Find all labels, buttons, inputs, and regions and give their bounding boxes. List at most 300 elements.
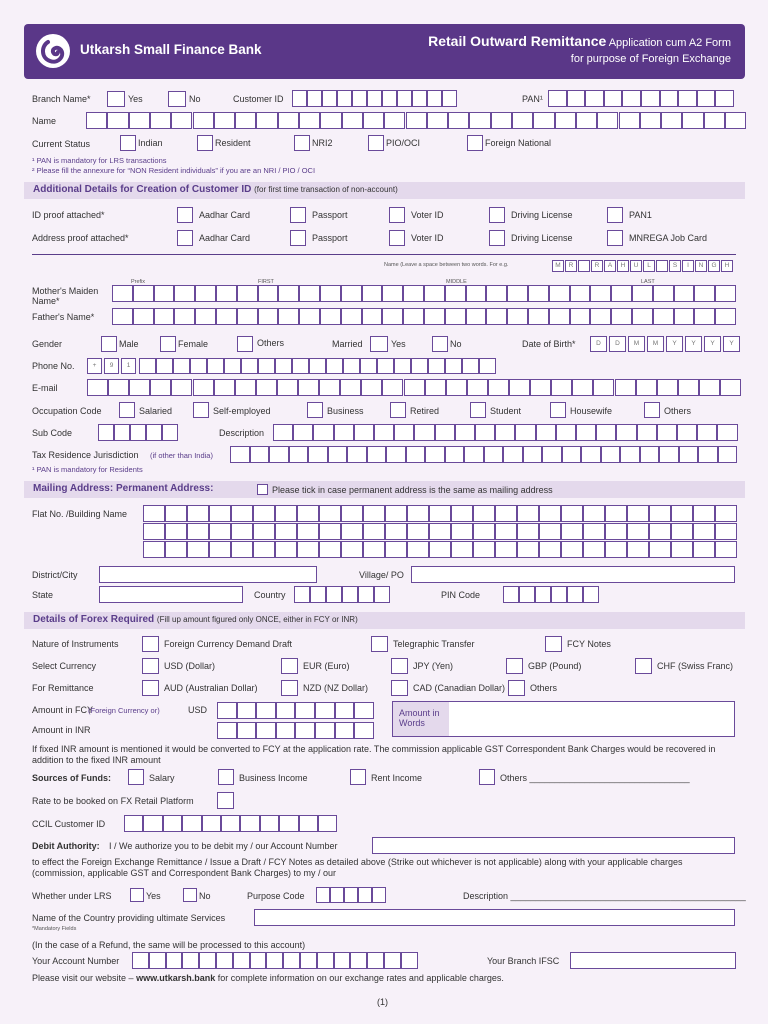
mothers-name-cell[interactable] [154, 285, 175, 302]
phone-cell[interactable] [360, 358, 377, 374]
sub-code-cell[interactable] [130, 424, 146, 441]
pin-code-cell[interactable] [551, 586, 567, 603]
mothers-name-cell[interactable] [549, 285, 570, 302]
pan-cell[interactable] [678, 90, 697, 107]
id-proof-2-checkbox[interactable] [389, 207, 405, 223]
id-proof-3-checkbox[interactable] [489, 207, 505, 223]
description-cell[interactable] [515, 424, 535, 441]
flat-building-row-1-cell[interactable] [385, 523, 407, 540]
flat-building-row-2-cell[interactable] [385, 541, 407, 558]
flat-building-row-1-cell[interactable] [209, 523, 231, 540]
amount-inr-cell[interactable] [237, 722, 257, 739]
description-cell[interactable] [637, 424, 657, 441]
occupation-6-checkbox[interactable] [644, 402, 660, 418]
flat-building-row-0-cell[interactable] [385, 505, 407, 522]
phone-cell[interactable] [343, 358, 360, 374]
amount-fcy-cell[interactable] [256, 702, 276, 719]
flat-building-row-2-cell[interactable] [209, 541, 231, 558]
mothers-name-cell[interactable] [445, 285, 466, 302]
name-cell[interactable] [129, 112, 150, 129]
mothers-name-cell[interactable] [320, 285, 341, 302]
your-account-cell[interactable] [149, 952, 166, 969]
flat-building-row-1-cell[interactable] [341, 523, 363, 540]
pin-code-cell[interactable] [535, 586, 551, 603]
purpose-code-cell[interactable] [316, 887, 330, 903]
ccil-id-cell[interactable] [143, 815, 162, 832]
flat-building-row-2-cell[interactable] [605, 541, 627, 558]
fathers-name-cell[interactable] [653, 308, 674, 325]
description-cell[interactable] [455, 424, 475, 441]
pin-code-cell[interactable] [519, 586, 535, 603]
addr-proof-1-checkbox[interactable] [290, 230, 306, 246]
email-cell[interactable] [298, 379, 319, 396]
addr-proof-2-checkbox[interactable] [389, 230, 405, 246]
tax-residence-cell[interactable] [523, 446, 543, 463]
instrument-1-checkbox[interactable] [371, 636, 388, 652]
amount-fcy-cell[interactable] [237, 702, 257, 719]
fathers-name-cell[interactable] [154, 308, 175, 325]
your-account-cell[interactable] [166, 952, 183, 969]
amount-fcy-cell[interactable] [295, 702, 315, 719]
name-cell[interactable] [661, 112, 682, 129]
flat-building-row-1-cell[interactable] [429, 523, 451, 540]
fathers-name-cell[interactable] [528, 308, 549, 325]
flat-building-row-1-cell[interactable] [605, 523, 627, 540]
your-account-cell[interactable] [384, 952, 401, 969]
debit-account-field[interactable] [372, 837, 735, 854]
mothers-name-cell[interactable] [216, 285, 237, 302]
phone-cell[interactable] [173, 358, 190, 374]
male-checkbox[interactable] [101, 336, 117, 352]
ccil-id-cell[interactable] [163, 815, 182, 832]
customer-id-cell[interactable] [322, 90, 337, 107]
fathers-name-cell[interactable] [715, 308, 736, 325]
sub-code-cell[interactable] [114, 424, 130, 441]
flat-building-row-0-cell[interactable] [231, 505, 253, 522]
flat-building-row-2-cell[interactable] [187, 541, 209, 558]
name-cell[interactable] [214, 112, 235, 129]
fathers-name-cell[interactable] [549, 308, 570, 325]
married-yes-checkbox[interactable] [370, 336, 388, 352]
name-cell[interactable] [193, 112, 214, 129]
flat-building-row-0-cell[interactable] [429, 505, 451, 522]
customer-id-cell[interactable] [352, 90, 367, 107]
flat-building-row-1-cell[interactable] [561, 523, 583, 540]
name-cell[interactable] [725, 112, 746, 129]
flat-building-row-1-cell[interactable] [539, 523, 561, 540]
remit-currency-0-checkbox[interactable] [142, 680, 159, 696]
mothers-name-cell[interactable] [133, 285, 154, 302]
flat-building-row-2-cell[interactable] [627, 541, 649, 558]
mothers-name-cell[interactable] [466, 285, 487, 302]
currency-1-checkbox[interactable] [281, 658, 298, 674]
pan-cell[interactable] [585, 90, 604, 107]
name-cell[interactable] [555, 112, 576, 129]
customer-id-cell[interactable] [442, 90, 457, 107]
mothers-name-cell[interactable] [237, 285, 258, 302]
ccil-id-cell[interactable] [279, 815, 298, 832]
tax-residence-cell[interactable] [289, 446, 309, 463]
instrument-0-checkbox[interactable] [142, 636, 159, 652]
description-cell[interactable] [657, 424, 677, 441]
mothers-name-cell[interactable] [424, 285, 445, 302]
flat-building-row-0-cell[interactable] [649, 505, 671, 522]
country-cell[interactable] [294, 586, 310, 603]
tax-residence-cell[interactable] [250, 446, 270, 463]
flat-building-row-0-cell[interactable] [143, 505, 165, 522]
fathers-name-cell[interactable] [632, 308, 653, 325]
flat-building-row-2-cell[interactable] [693, 541, 715, 558]
description-cell[interactable] [616, 424, 636, 441]
tax-residence-cell[interactable] [679, 446, 699, 463]
tax-residence-cell[interactable] [620, 446, 640, 463]
ccil-id-cell[interactable] [124, 815, 143, 832]
sub-code-cell[interactable] [162, 424, 178, 441]
your-account-cell[interactable] [132, 952, 149, 969]
fathers-name-cell[interactable] [320, 308, 341, 325]
tax-residence-cell[interactable] [562, 446, 582, 463]
your-account-cell[interactable] [350, 952, 367, 969]
name-cell[interactable] [512, 112, 533, 129]
email-cell[interactable] [657, 379, 678, 396]
fathers-name-cell[interactable] [174, 308, 195, 325]
flat-building-row-1-cell[interactable] [693, 523, 715, 540]
mothers-name-cell[interactable] [674, 285, 695, 302]
customer-id-cell[interactable] [367, 90, 382, 107]
fathers-name-cell[interactable] [403, 308, 424, 325]
flat-building-row-0-cell[interactable] [627, 505, 649, 522]
your-account-cell[interactable] [266, 952, 283, 969]
email-cell[interactable] [214, 379, 235, 396]
flat-building-row-0-cell[interactable] [253, 505, 275, 522]
flat-building-row-2-cell[interactable] [275, 541, 297, 558]
flat-building-row-1-cell[interactable] [627, 523, 649, 540]
email-cell[interactable] [193, 379, 214, 396]
website-link[interactable]: www.utkarsh.bank [136, 973, 216, 983]
description-cell[interactable] [697, 424, 717, 441]
your-account-cell[interactable] [401, 952, 418, 969]
customer-id-cell[interactable] [337, 90, 352, 107]
mothers-name-cell[interactable] [299, 285, 320, 302]
flat-building-row-2-cell[interactable] [539, 541, 561, 558]
state-field[interactable] [99, 586, 243, 603]
phone-cell[interactable] [241, 358, 258, 374]
phone-cell[interactable] [377, 358, 394, 374]
flat-building-row-2-cell[interactable] [649, 541, 671, 558]
rate-booked-checkbox[interactable] [217, 792, 234, 809]
female-checkbox[interactable] [160, 336, 176, 352]
phone-cell[interactable] [275, 358, 292, 374]
tax-residence-cell[interactable] [503, 446, 523, 463]
pan-cell[interactable] [567, 90, 586, 107]
description-cell[interactable] [435, 424, 455, 441]
flat-building-row-2-cell[interactable] [341, 541, 363, 558]
customer-id-cell[interactable] [412, 90, 427, 107]
ccil-id-cell[interactable] [260, 815, 279, 832]
customer-id-cell[interactable] [397, 90, 412, 107]
phone-cell[interactable] [207, 358, 224, 374]
pin-code-cell[interactable] [503, 586, 519, 603]
ccil-id-cell[interactable] [240, 815, 259, 832]
branch-yes-checkbox[interactable] [107, 91, 125, 107]
mothers-name-cell[interactable] [382, 285, 403, 302]
fathers-name-cell[interactable] [299, 308, 320, 325]
mothers-name-cell[interactable] [278, 285, 299, 302]
customer-id-cell[interactable] [382, 90, 397, 107]
fathers-name-cell[interactable] [278, 308, 299, 325]
description-cell[interactable] [717, 424, 737, 441]
flat-building-row-0-cell[interactable] [495, 505, 517, 522]
source-1-checkbox[interactable] [218, 769, 234, 785]
phone-cell[interactable] [411, 358, 428, 374]
amount-inr-cell[interactable] [354, 722, 374, 739]
id-proof-4-checkbox[interactable] [607, 207, 623, 223]
name-example-cell[interactable] [578, 260, 590, 272]
name-cell[interactable] [235, 112, 256, 129]
tax-residence-cell[interactable] [308, 446, 328, 463]
fathers-name-cell[interactable] [112, 308, 133, 325]
occupation-2-checkbox[interactable] [307, 402, 323, 418]
mothers-name-cell[interactable] [611, 285, 632, 302]
remit-currency-1-checkbox[interactable] [281, 680, 298, 696]
flat-building-row-0-cell[interactable] [451, 505, 473, 522]
mothers-name-cell[interactable] [258, 285, 279, 302]
others-gender-checkbox[interactable] [237, 336, 253, 352]
flat-building-row-1-cell[interactable] [165, 523, 187, 540]
email-cell[interactable] [720, 379, 741, 396]
flat-building-row-1-cell[interactable] [451, 523, 473, 540]
flat-building-row-0-cell[interactable] [297, 505, 319, 522]
purpose-code-cell[interactable] [358, 887, 372, 903]
flat-building-row-2-cell[interactable] [407, 541, 429, 558]
description-cell[interactable] [414, 424, 434, 441]
email-cell[interactable] [108, 379, 129, 396]
email-cell[interactable] [446, 379, 467, 396]
description-cell[interactable] [556, 424, 576, 441]
amount-inr-cell[interactable] [335, 722, 355, 739]
flat-building-row-0-cell[interactable] [187, 505, 209, 522]
email-cell[interactable] [593, 379, 614, 396]
email-cell[interactable] [340, 379, 361, 396]
fathers-name-cell[interactable] [341, 308, 362, 325]
pan-cell[interactable] [697, 90, 716, 107]
country-cell[interactable] [326, 586, 342, 603]
pan-cell[interactable] [715, 90, 734, 107]
email-cell[interactable] [277, 379, 298, 396]
currency-2-checkbox[interactable] [391, 658, 408, 674]
description-cell[interactable] [313, 424, 333, 441]
flat-building-row-0-cell[interactable] [363, 505, 385, 522]
id-proof-1-checkbox[interactable] [290, 207, 306, 223]
phone-cell[interactable] [326, 358, 343, 374]
phone-cell[interactable] [258, 358, 275, 374]
your-account-cell[interactable] [233, 952, 250, 969]
tax-residence-cell[interactable] [542, 446, 562, 463]
email-cell[interactable] [425, 379, 446, 396]
email-cell[interactable] [404, 379, 425, 396]
email-cell[interactable] [319, 379, 340, 396]
status-4-checkbox[interactable] [467, 135, 483, 151]
amount-fcy-cell[interactable] [217, 702, 237, 719]
customer-id-cell[interactable] [427, 90, 442, 107]
description-cell[interactable] [293, 424, 313, 441]
tax-residence-cell[interactable] [347, 446, 367, 463]
flat-building-row-2-cell[interactable] [253, 541, 275, 558]
name-cell[interactable] [406, 112, 427, 129]
tax-residence-cell[interactable] [328, 446, 348, 463]
flat-building-row-1-cell[interactable] [275, 523, 297, 540]
purpose-code-cell[interactable] [372, 887, 386, 903]
flat-building-row-2-cell[interactable] [429, 541, 451, 558]
occupation-5-checkbox[interactable] [550, 402, 566, 418]
flat-building-row-2-cell[interactable] [561, 541, 583, 558]
fathers-name-cell[interactable] [237, 308, 258, 325]
amount-inr-cell[interactable] [217, 722, 237, 739]
sub-code-cell[interactable] [146, 424, 162, 441]
email-cell[interactable] [488, 379, 509, 396]
fathers-name-cell[interactable] [590, 308, 611, 325]
flat-building-row-1-cell[interactable] [319, 523, 341, 540]
ccil-id-cell[interactable] [299, 815, 318, 832]
pan-cell[interactable] [604, 90, 623, 107]
currency-4-checkbox[interactable] [635, 658, 652, 674]
fathers-name-cell[interactable] [466, 308, 487, 325]
name-cell[interactable] [427, 112, 448, 129]
status-0-checkbox[interactable] [120, 135, 136, 151]
flat-building-row-0-cell[interactable] [539, 505, 561, 522]
flat-building-row-0-cell[interactable] [693, 505, 715, 522]
married-no-checkbox[interactable] [432, 336, 448, 352]
description-cell[interactable] [273, 424, 293, 441]
email-cell[interactable] [551, 379, 572, 396]
flat-building-row-1-cell[interactable] [143, 523, 165, 540]
email-cell[interactable] [150, 379, 171, 396]
lrs-no-checkbox[interactable] [183, 888, 197, 902]
pan-cell[interactable] [622, 90, 641, 107]
amount-fcy-cell[interactable] [335, 702, 355, 719]
amount-fcy-cell[interactable] [276, 702, 296, 719]
pin-code-cell[interactable] [583, 586, 599, 603]
tax-residence-cell[interactable] [484, 446, 504, 463]
email-cell[interactable] [699, 379, 720, 396]
phone-cell[interactable] [190, 358, 207, 374]
fathers-name-cell[interactable] [694, 308, 715, 325]
email-cell[interactable] [382, 379, 403, 396]
flat-building-row-0-cell[interactable] [473, 505, 495, 522]
country-cell[interactable] [310, 586, 326, 603]
occupation-1-checkbox[interactable] [193, 402, 209, 418]
amount-fcy-cell[interactable] [315, 702, 335, 719]
flat-building-row-0-cell[interactable] [671, 505, 693, 522]
mothers-name-cell[interactable] [653, 285, 674, 302]
instrument-2-checkbox[interactable] [545, 636, 562, 652]
fathers-name-cell[interactable] [570, 308, 591, 325]
status-1-checkbox[interactable] [197, 135, 213, 151]
mothers-name-cell[interactable] [570, 285, 591, 302]
source-3-checkbox[interactable] [479, 769, 495, 785]
mothers-name-cell[interactable] [590, 285, 611, 302]
flat-building-row-0-cell[interactable] [165, 505, 187, 522]
fathers-name-cell[interactable] [486, 308, 507, 325]
country-cell[interactable] [358, 586, 374, 603]
flat-building-row-1-cell[interactable] [671, 523, 693, 540]
description-cell[interactable] [677, 424, 697, 441]
your-account-cell[interactable] [317, 952, 334, 969]
flat-building-row-0-cell[interactable] [715, 505, 737, 522]
email-cell[interactable] [467, 379, 488, 396]
mothers-name-cell[interactable] [112, 285, 133, 302]
tax-residence-cell[interactable] [718, 446, 738, 463]
email-cell[interactable] [636, 379, 657, 396]
flat-building-row-2-cell[interactable] [297, 541, 319, 558]
flat-building-row-2-cell[interactable] [517, 541, 539, 558]
addr-proof-3-checkbox[interactable] [489, 230, 505, 246]
mothers-name-cell[interactable] [507, 285, 528, 302]
phone-cell[interactable] [224, 358, 241, 374]
description-cell[interactable] [394, 424, 414, 441]
addr-proof-4-checkbox[interactable] [607, 230, 623, 246]
customer-id-cell[interactable] [307, 90, 322, 107]
source-0-checkbox[interactable] [128, 769, 144, 785]
phone-cell[interactable] [139, 358, 156, 374]
tax-residence-cell[interactable] [659, 446, 679, 463]
email-cell[interactable] [509, 379, 530, 396]
fathers-name-cell[interactable] [195, 308, 216, 325]
name-cell[interactable] [107, 112, 128, 129]
flat-building-row-2-cell[interactable] [715, 541, 737, 558]
mothers-name-cell[interactable] [528, 285, 549, 302]
name-cell[interactable] [469, 112, 490, 129]
flat-building-row-0-cell[interactable] [319, 505, 341, 522]
mothers-name-cell[interactable] [195, 285, 216, 302]
tax-residence-cell[interactable] [640, 446, 660, 463]
remit-currency-2-checkbox[interactable] [391, 680, 408, 696]
description-cell[interactable] [475, 424, 495, 441]
fathers-name-cell[interactable] [133, 308, 154, 325]
country-services-field[interactable] [254, 909, 735, 926]
phone-cell[interactable] [394, 358, 411, 374]
your-account-cell[interactable] [334, 952, 351, 969]
fathers-name-cell[interactable] [382, 308, 403, 325]
email-cell[interactable] [256, 379, 277, 396]
flat-building-row-2-cell[interactable] [473, 541, 495, 558]
description-cell[interactable] [374, 424, 394, 441]
flat-building-row-0-cell[interactable] [407, 505, 429, 522]
ccil-id-cell[interactable] [182, 815, 201, 832]
amount-fcy-cell[interactable] [354, 702, 374, 719]
status-2-checkbox[interactable] [294, 135, 310, 151]
flat-building-row-1-cell[interactable] [297, 523, 319, 540]
description-cell[interactable] [576, 424, 596, 441]
email-cell[interactable] [87, 379, 108, 396]
phone-cell[interactable] [156, 358, 173, 374]
mothers-name-cell[interactable] [174, 285, 195, 302]
remit-currency-3-checkbox[interactable] [508, 680, 525, 696]
source-2-checkbox[interactable] [350, 769, 366, 785]
email-cell[interactable] [530, 379, 551, 396]
pin-code-cell[interactable] [567, 586, 583, 603]
name-cell[interactable] [86, 112, 107, 129]
tax-residence-cell[interactable] [367, 446, 387, 463]
flat-building-row-1-cell[interactable] [517, 523, 539, 540]
flat-building-row-1-cell[interactable] [187, 523, 209, 540]
ccil-id-cell[interactable] [221, 815, 240, 832]
your-account-cell[interactable] [250, 952, 267, 969]
tax-residence-cell[interactable] [406, 446, 426, 463]
email-cell[interactable] [129, 379, 150, 396]
email-cell[interactable] [361, 379, 382, 396]
phone-cell[interactable] [292, 358, 309, 374]
